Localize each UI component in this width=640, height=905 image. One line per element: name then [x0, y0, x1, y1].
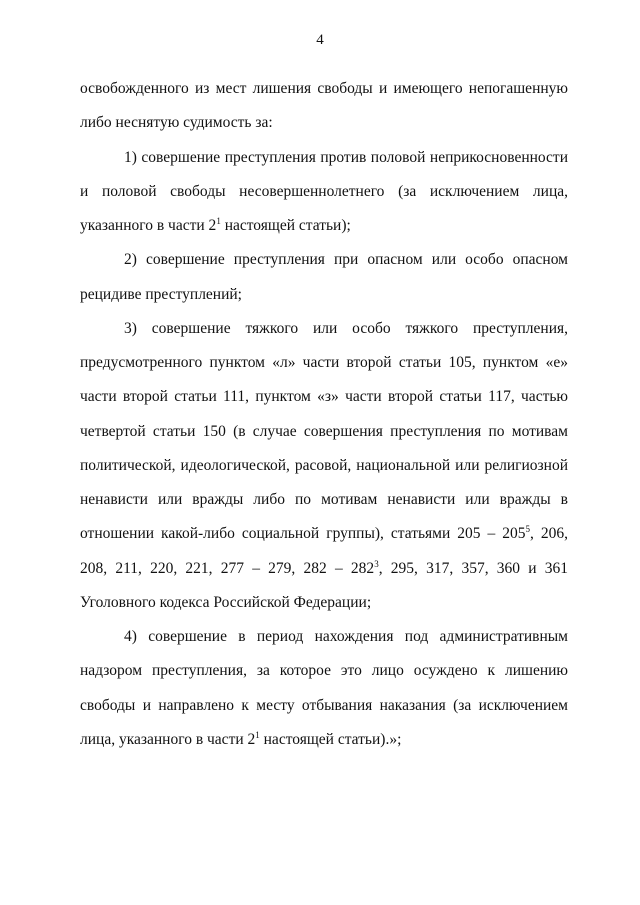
paragraph-text: настоящей статьи);: [220, 217, 351, 234]
paragraph-item-2: [80, 243, 568, 312]
paragraph-text: 3) совершение тяжкого или особо тяжкого преступления, предусмотренного пунктом «л» части второй статьи 105, пунктом «е» части второй статьи 111, пунктом «з» части второй статьи 117, частью четвертой статьи 150 (в случае совершения преступления по мотивам политической, идеологической, расовой, национальной или религиозной ненависти или вражды либо по мотивам ненависти или вражды в отношении какой-либо социальной группы), статьями 205 – 205: [80, 319, 568, 543]
superscript: 1: [255, 729, 260, 740]
paragraph-text: 2) совершение преступления при опасном или особо опасном рецидиве преступлений;: [80, 251, 568, 303]
superscript: 1: [216, 216, 221, 226]
paragraph-text: , 295, 317, 357, 360 и 361 Уголовного кодекса Российской Федерации;: [80, 559, 568, 611]
paragraph-item-4: [80, 620, 568, 757]
paragraph-item-1: [80, 141, 568, 244]
paragraph-text: освобожденного из мест лишения свободы и имеющего непогашенную либо неснятую судимость за:: [80, 80, 568, 132]
paragraph-text: , 206, 208, 211, 220, 221, 277 – 279, 282 – 282: [80, 525, 569, 577]
paragraph-text: настоящей статьи).»;: [259, 730, 402, 748]
superscript: 3: [374, 558, 379, 569]
paragraph-item-3: [80, 312, 568, 620]
paragraph-intro: [80, 72, 568, 141]
page-number: 4: [316, 32, 324, 48]
superscript: 5: [525, 524, 531, 535]
document-body: [80, 72, 568, 757]
paragraph-text: 1) совершение преступления против половой неприкосновенности и половой свободы несовершеннолетнего (за исключением лица, указанного в части 2: [80, 148, 568, 234]
paragraph-text: 4) совершение в период нахождения под административным надзором преступления, за которое это лицо осуждено к лишению свободы и направлено к месту отбывания наказания (за исключением лица, указанного в части 2: [80, 628, 568, 748]
